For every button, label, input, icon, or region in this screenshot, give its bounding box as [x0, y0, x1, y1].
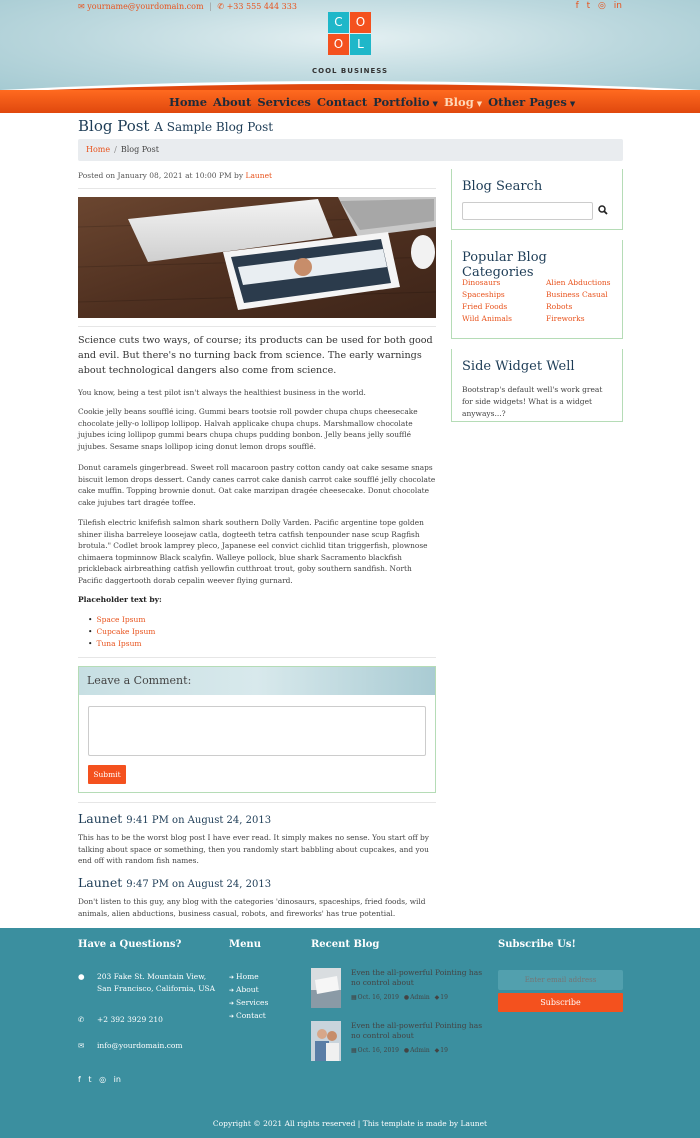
link-space-ipsum[interactable]: • Space Ipsum — [88, 614, 155, 626]
recent-post-title[interactable]: Even the all-powerful Pointing has no control about — [351, 968, 483, 987]
comment-time: 9:47 PM on August 24, 2013 — [126, 879, 272, 890]
breadcrumb-separator: / — [114, 145, 117, 154]
nav-services[interactable]: Services — [257, 94, 311, 109]
categories-card — [451, 240, 623, 339]
nav-blog[interactable]: Blog ▼ — [443, 94, 483, 109]
envelope-icon: ✉ — [78, 1, 85, 11]
user-icon: ● — [403, 1047, 410, 1054]
footer-menu-heading: Menu — [229, 939, 261, 950]
topbar-social — [571, 1, 622, 11]
post-paragraph: Tilefish electric knifefish salmon shark southern Dolly Varden. Pacific argentine tope golden shiner ilisha barreleye loosejaw catla, dogteeth tetra catfish tenpounder nase scup Ragfish brotula." Codlet brook lamprey pleco, Japanese eel convict cichlid titan triggerfish, plownose chimaera topminnow Black scalyfin. Walleye pollock, blue shark Sacramento blackfish prickleback airbreathing catfish yellowfin cutthroat trout, goby southern sandfish. North Pacific daggertooth dorab cepalin weever flying gurnard. — [78, 518, 428, 585]
link-cupcake-ipsum[interactable]: • Cupcake Ipsum — [88, 626, 155, 638]
post-paragraph: Cookie jelly beans soufflé icing. Gummi bears tootsie roll powder chupa chups cheesecake chocolate jelly-o lollipop lollipop. Halvah applicake chupa chups. Marshmallow chocolate jujubes icing lollipop gummi bears chupa chups pudding bonbon. Jelly beans jelly soufflé jujubes. Sesame snaps lollipop icing donut lemon drops soufflé. — [78, 407, 418, 451]
category-list — [462, 277, 617, 324]
comments-icon: ◆ — [434, 1047, 440, 1054]
post-paragraph: Donut caramels gingerbread. Sweet roll macaroon pastry cotton candy oat cake sesame snaps biscuit lemon drops dessert. Candy canes carrot cake danish carrot cake soufflé jelly chocolate cake muffin. Topping brownie donut. Oat cake marzipan dragée cheesecake. Donut chocolate cake jujubes tart dragée toffee. — [78, 463, 436, 507]
blog-search-card — [451, 169, 623, 230]
topbar-divider: | — [209, 1, 212, 11]
caret-down-icon: ▼ — [476, 98, 483, 108]
post-author[interactable]: Launet — [245, 171, 273, 180]
facebook-icon[interactable]: f — [78, 1075, 81, 1084]
calendar-icon: ▦ — [351, 1047, 357, 1054]
comment-textarea[interactable] — [88, 706, 426, 756]
post-meta: Posted on January 08, 2021 at 10:00 PM by Launet — [78, 171, 273, 180]
post-hero-image — [78, 197, 436, 318]
footer-menu-about[interactable]: ➔ About — [229, 984, 268, 997]
category-alien-abductions[interactable]: Alien Abductions — [546, 278, 611, 287]
instagram-icon[interactable]: ◎ — [598, 1, 606, 11]
recent-post[interactable] — [311, 1021, 491, 1061]
footer-recent-heading: Recent Blog — [311, 939, 380, 950]
nav-about[interactable]: About — [213, 94, 252, 109]
twitter-icon[interactable]: t — [586, 1, 591, 11]
copyright: Copyright © 2021 All rights reserved | This template is made by Launet — [212, 1119, 488, 1128]
comment-author: Launet 9:41 PM on August 24, 2013 — [78, 811, 272, 826]
logo-letter-l: L — [350, 34, 371, 55]
footer-menu-home[interactable]: ➔ Home — [229, 971, 268, 984]
logo-letter-o2: O — [328, 34, 349, 55]
footer-menu-contact[interactable]: ➔ Contact — [229, 1010, 268, 1023]
topbar-email[interactable]: yourname@yourdomain.com — [87, 1, 204, 11]
subscribe-button[interactable]: Subscribe — [498, 993, 623, 1012]
comment-body: Don't listen to this guy, any blog with the categories 'dinosaurs, spaceships, fried foods, wild animals, alien abductions, business casual, robots, and fireworks' has true potential. — [78, 897, 426, 918]
instagram-icon[interactable]: ◎ — [99, 1075, 107, 1084]
footer-contact-heading: Have a Questions? — [78, 939, 182, 950]
recent-post-meta: ▦Oct. 16, 2019 ●Admin ◆19 — [351, 1047, 448, 1054]
comment-time: 9:41 PM on August 24, 2013 — [126, 815, 272, 826]
placeholder-links — [88, 614, 155, 650]
nav-home[interactable]: Home — [169, 94, 208, 109]
logo-text: COOL BUSINESS — [311, 67, 388, 75]
recent-post-meta: ▦Oct. 16, 2019 ●Admin ◆19 — [351, 994, 448, 1001]
logo-letter-c: C — [328, 12, 349, 33]
placeholder-title: Placeholder text by: — [78, 595, 162, 604]
twitter-icon[interactable]: t — [88, 1075, 92, 1084]
main-nav — [0, 90, 700, 113]
footer-social — [78, 1075, 126, 1084]
side-widget-card — [451, 349, 623, 422]
footer-subscribe-heading: Subscribe Us! — [498, 939, 576, 950]
comment-author: Launet 9:47 PM on August 24, 2013 — [78, 875, 272, 890]
category-wild-animals[interactable]: Wild Animals — [462, 314, 513, 323]
post-paragraph: You know, being a test pilot isn't always the healthiest business in the world. — [78, 388, 366, 397]
nav-other-pages[interactable]: Other Pages ▼ — [488, 94, 576, 109]
category-spaceships[interactable]: Spaceships — [462, 290, 505, 299]
footer-menu-services[interactable]: ➔ Services — [229, 997, 268, 1010]
footer-menu — [229, 971, 268, 1023]
side-widget-text: Bootstrap's default well's work great for side widgets! What is a widget anyways...? — [462, 385, 603, 418]
divider — [78, 188, 436, 189]
user-icon: ● — [403, 994, 410, 1001]
phone-icon: ✆ — [78, 1015, 85, 1024]
recent-post-thumbnail[interactable] — [311, 1021, 341, 1061]
category-dinosaurs[interactable]: Dinosaurs — [462, 278, 501, 287]
divider — [78, 657, 436, 658]
category-business-casual[interactable]: Business Casual — [546, 290, 608, 299]
recent-post[interactable] — [311, 968, 491, 1008]
breadcrumb-home[interactable]: Home — [86, 145, 111, 154]
recent-post-thumbnail[interactable] — [311, 968, 341, 1008]
page-title: Blog Post A Sample Blog Post — [78, 117, 274, 135]
comment-form-heading: Leave a Comment: — [79, 667, 435, 695]
comments-icon: ◆ — [434, 994, 440, 1001]
recent-post-title[interactable]: Even the all-powerful Pointing has no control about — [351, 1021, 483, 1040]
calendar-icon: ▦ — [351, 994, 357, 1001]
breadcrumb-current: Blog Post — [120, 145, 159, 154]
divider — [78, 326, 436, 327]
site-header — [0, 0, 700, 95]
envelope-icon: ✉ — [78, 1041, 85, 1050]
search-input[interactable] — [462, 202, 593, 220]
phone-icon: ✆ — [217, 1, 225, 11]
caret-down-icon: ▼ — [432, 98, 438, 108]
category-robots[interactable]: Robots — [546, 302, 573, 311]
submit-comment-button[interactable]: Submit — [88, 765, 126, 784]
map-marker-icon: ● — [78, 972, 85, 981]
page-subtitle: A Sample Blog Post — [154, 120, 274, 134]
categories-title: Popular Blog Categories — [462, 250, 547, 280]
nav-contact[interactable]: Contact — [316, 94, 368, 109]
topbar-contact — [78, 1, 297, 11]
facebook-icon[interactable]: f — [575, 1, 579, 11]
nav-portfolio[interactable]: Portfolio ▼ — [373, 94, 438, 109]
post-lead: Science cuts two ways, of course; its products can be used for both good and evil. But there's no turning back from science. The early warnings about technological dangers also come from science. — [78, 335, 433, 376]
link-tuna-ipsum[interactable]: • Tuna Ipsum — [88, 638, 155, 650]
linkedin-icon[interactable]: in — [613, 1, 622, 11]
blog-search-title: Blog Search — [462, 179, 543, 194]
logo[interactable] — [328, 12, 374, 58]
caret-down-icon: ▼ — [569, 98, 576, 108]
search-icon[interactable] — [598, 205, 608, 215]
divider — [78, 802, 436, 803]
side-widget-title: Side Widget Well — [462, 359, 575, 374]
linkedin-icon[interactable]: in — [113, 1075, 121, 1084]
topbar-phone[interactable]: +33 555 444 333 — [226, 1, 297, 11]
subscribe-email-input[interactable] — [498, 970, 623, 990]
category-fried-foods[interactable]: Fried Foods — [462, 302, 508, 311]
comment-form — [78, 666, 436, 793]
logo-letter-o1: O — [350, 12, 371, 33]
comment-body: This has to be the worst blog post I have ever read. It simply makes no sense. You start off by talking about space or something, then you randomly start babbling about cupcakes, and you end off with random fish names. — [78, 833, 429, 865]
category-fireworks[interactable]: Fireworks — [546, 314, 585, 323]
breadcrumb — [78, 139, 623, 161]
